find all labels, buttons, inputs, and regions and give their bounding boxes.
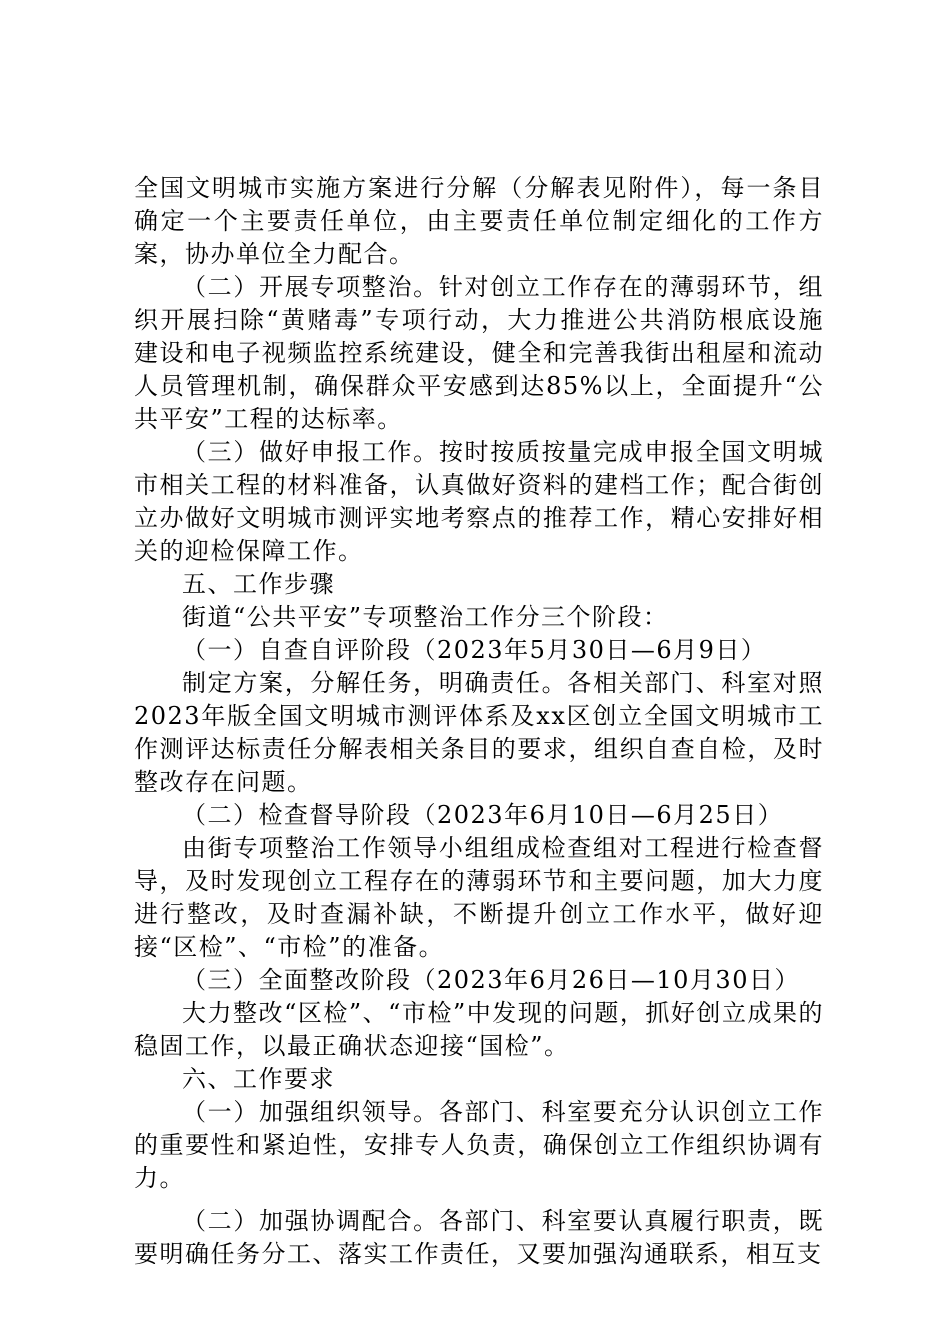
paragraph-declaration-work: （三）做好申报工作。按时按质按量完成申报全国文明城市相关工程的材料准备，认真做好资料的建档工作；配合街创立办做好文明城市测评实地考察点的推荐工作，精心安排好相关的迎检保障工作。 xyxy=(134,438,824,565)
section-heading-work-steps: 五、工作步骤 xyxy=(182,570,335,598)
stage-heading-rectification: （三）全面整改阶段（2023年6月26日—10月30日） xyxy=(182,966,800,994)
paragraph-inspection: 由街专项整治工作领导小组组成检查组对工程进行检查督导，及时发现创立工程存在的薄弱环节和主要问题，加大力度进行整改，及时查漏补缺，不断提升创立工作水平，做好迎接“区检”、“市检”的准备。 xyxy=(134,834,824,961)
document-body xyxy=(134,172,824,1271)
paragraph-continuation: 全国文明城市实施方案进行分解（分解表见附件），每一条目确定一个主要责任单位，由主要责任单位制定细化的工作方案，协办单位全力配合。 xyxy=(134,174,824,268)
paragraph-three-stages: 街道“公共平安”专项整治工作分三个阶段： xyxy=(182,603,669,631)
section-heading-work-requirements: 六、工作要求 xyxy=(182,1065,335,1093)
paragraph-coordination: （二）加强协调配合。各部门、科室要认真履行职责，既要明确任务分工、落实工作责任，又要加强沟通联系，相互支 xyxy=(134,1207,824,1268)
paragraph-special-rectification: （二）开展专项整治。针对创立工作存在的薄弱环节，组织开展扫除“黄赌毒”专项行动，大力推进公共消防根底设施建设和电子视频监控系统建设，健全和完善我街出租屋和流动人员管理机制，确保群众平安感到达85%以上，全面提升“公共平安”工程的达标率。 xyxy=(134,273,824,433)
stage-heading-self-check: （一）自查自评阶段（2023年5月30日—6月9日） xyxy=(182,636,767,664)
paragraph-rectification: 大力整改“区检”、“市检”中发现的问题，抓好创立成果的稳固工作，以最正确状态迎接“国检”。 xyxy=(134,999,824,1060)
paragraph-self-check: 制定方案，分解任务，明确责任。各相关部门、科室对照2023年版全国文明城市测评体系及xx区创立全国文明城市工作测评达标责任分解表相关条目的要求，组织自查自检，及时整改存在问题。 xyxy=(134,669,824,796)
paragraph-organization-leadership: （一）加强组织领导。各部门、科室要充分认识创立工作的重要性和紧迫性，安排专人负责，确保创立工作组织协调有力。 xyxy=(134,1098,824,1192)
stage-heading-inspection: （二）检查督导阶段（2023年6月10日—6月25日） xyxy=(182,801,784,829)
